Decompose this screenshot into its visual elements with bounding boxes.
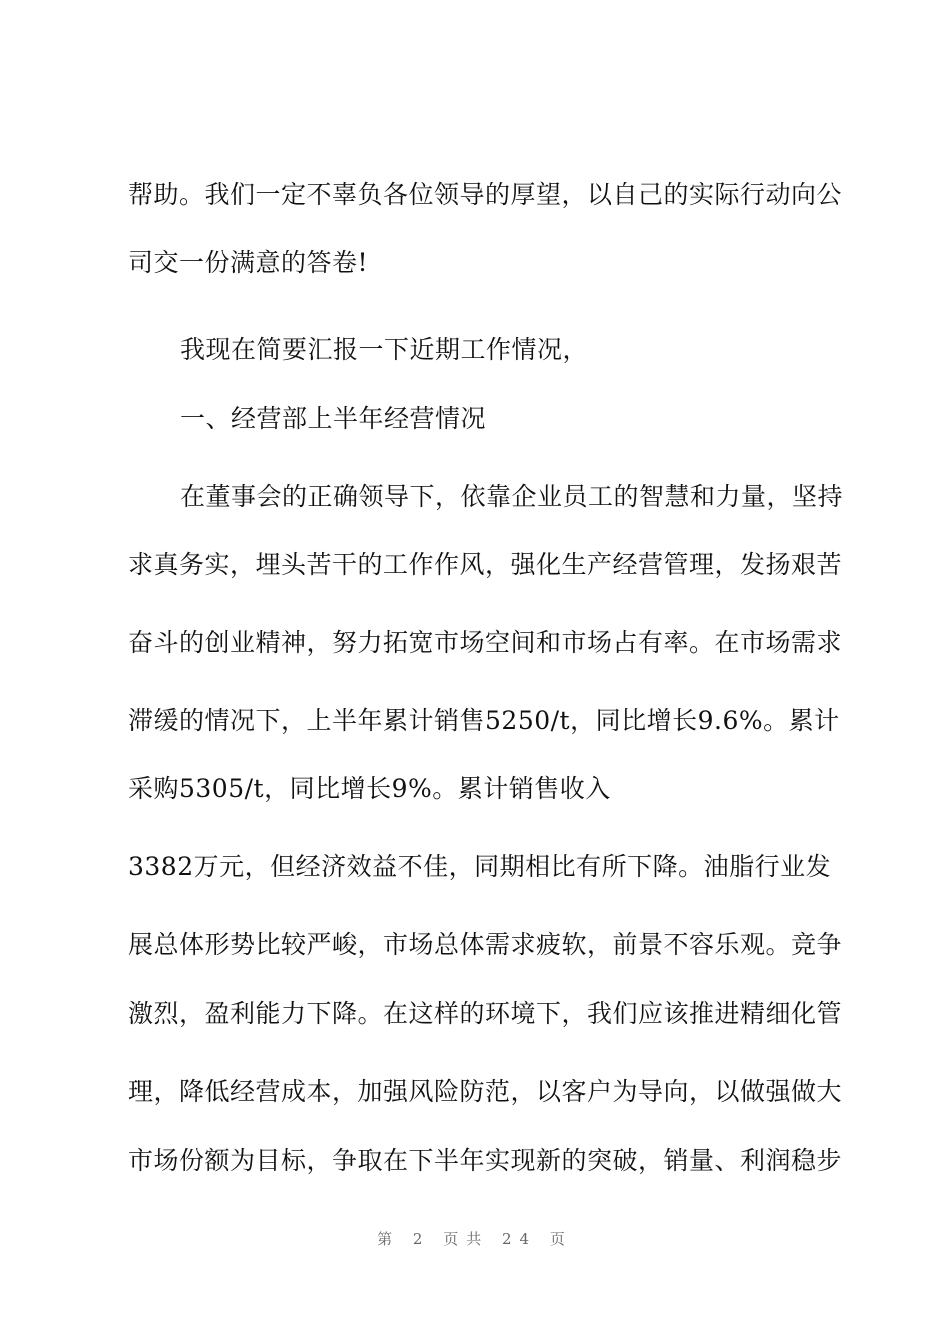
page-number-footer: 第 2 页共 24 页 [377,1230,573,1248]
text-line: 我现在简要汇报一下近期工作情况， [180,335,589,364]
text-line: 激烈，盈利能力下降。在这样的环境下，我们应该推进精细化管 [128,999,843,1028]
text-line: 帮助。我们一定不辜负各位领导的厚望，以自己的实际行动向公 [128,180,843,209]
text-line: 滞缓的情况下，上半年累计销售5250/t，同比增长9.6%。累计 [128,706,840,735]
text-line: 展总体形势比较严峻，市场总体需求疲软，前景不容乐观。竞争 [128,930,843,959]
text-line: 3382万元，但经济效益不佳，同期相比有所下降。油脂行业发 [128,852,832,881]
text-line: 理，降低经营成本，加强风险防范，以客户为导向，以做强做大 [128,1077,843,1106]
section-heading: 一、经营部上半年经营情况 [180,404,487,433]
text-line: 求真务实，埋头苦干的工作作风，强化生产经营管理，发扬艰苦 [128,550,843,579]
text-line: 奋斗的创业精神，努力拓宽市场空间和市场占有率。在市场需求 [128,628,843,657]
text-line: 司交一份满意的答卷! [128,248,369,277]
text-line: 市场份额为目标，争取在下半年实现新的突破，销量、利润稳步 [128,1146,843,1175]
text-line: 采购5305/t，同比增长9%。累计销售收入 [128,774,611,803]
text-line: 在董事会的正确领导下，依靠企业员工的智慧和力量，坚持 [180,482,844,511]
